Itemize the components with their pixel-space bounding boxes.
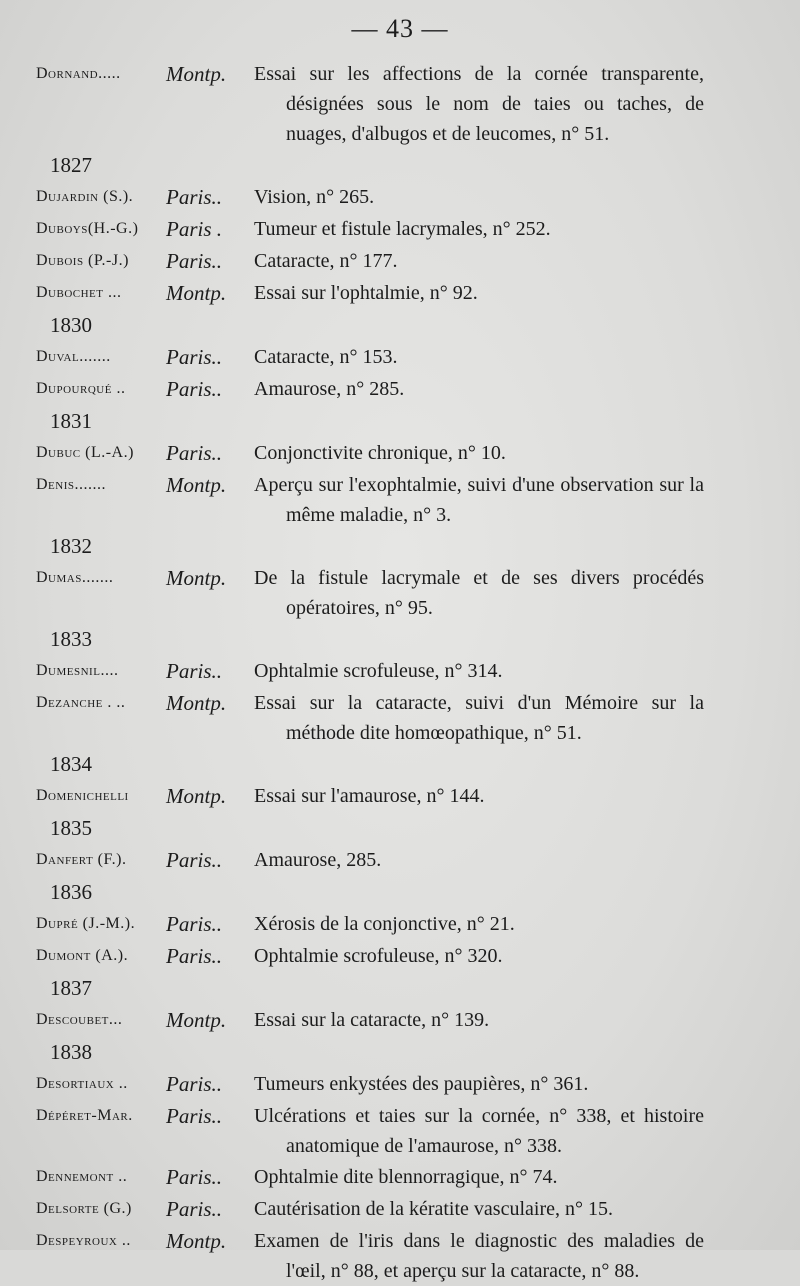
entry-author: Dubois (P.-J.): [36, 252, 129, 269]
bibliography-entry: [0, 1193, 800, 1225]
year-heading: 1834: [50, 752, 92, 776]
entry-author: Desortiaux ..: [36, 1075, 128, 1092]
entry-author: Dépéret-Mar.: [36, 1107, 133, 1124]
entry-place: Paris..: [166, 1072, 223, 1096]
entry-title: Essai sur la cataracte, suivi d'un Mémoire sur la méthode dite homœopathique, n° 51.: [254, 692, 704, 744]
entry-place: Montp.: [166, 1008, 227, 1032]
entry-title: Cautérisation de la kératite vasculaire, n° 15.: [254, 1198, 613, 1220]
entry-author: Dornand.....: [36, 65, 121, 82]
entry-author: Dujardin (S.).: [36, 188, 134, 205]
entry-place: Paris..: [166, 912, 223, 936]
entry-author: Denis.......: [36, 476, 106, 493]
entry-author: Dumont (A.).: [36, 947, 129, 964]
entry-title: Conjonctivite chronique, n° 10.: [254, 442, 506, 464]
bibliography-entry: [0, 1068, 800, 1100]
entry-title: Amaurose, n° 285.: [254, 378, 405, 400]
entry-title: Cataracte, n° 153.: [254, 346, 398, 368]
entry-author: Despeyroux ..: [36, 1232, 131, 1249]
entry-place: Paris..: [166, 377, 223, 401]
entry-place: Montp.: [166, 1229, 227, 1253]
entry-title: Ophtalmie dite blennorragique, n° 74.: [254, 1166, 558, 1188]
year-heading: 1835: [50, 816, 92, 840]
entry-place: Montp.: [166, 473, 227, 497]
bibliography-entry: [0, 1004, 800, 1036]
entry-place: Paris..: [166, 848, 223, 872]
year-heading: 1833: [50, 627, 92, 651]
bibliography-entry: [0, 58, 800, 149]
year-heading: 1830: [50, 313, 92, 337]
entry-title: Tumeur et fistule lacrymales, n° 252.: [254, 218, 551, 240]
entry-title: Vision, n° 265.: [254, 186, 375, 208]
bibliography-entry: [0, 687, 800, 748]
year-heading: 1831: [50, 409, 92, 433]
entry-place: Paris .: [166, 217, 223, 241]
entry-author: Dumesnil....: [36, 662, 119, 679]
entry-title: Examen de l'iris dans le diagnostic des maladies de l'œil, n° 88, et aperçu sur la cataracte, n° 88.: [254, 1230, 704, 1282]
entry-place: Paris..: [166, 345, 223, 369]
entry-title: Tumeurs enkystées des paupières, n° 361.: [254, 1073, 589, 1095]
entry-title: Cataracte, n° 177.: [254, 250, 398, 272]
bibliography-entry: [0, 469, 800, 530]
entry-author: Delsorte (G.): [36, 1200, 132, 1217]
entry-place: Paris..: [166, 1197, 223, 1221]
entry-place: Montp.: [166, 691, 227, 715]
bibliography-entry: [0, 655, 800, 687]
year-heading: 1837: [50, 976, 92, 1000]
entry-title: Ulcérations et taies sur la cornée, n° 338, et histoire anatomique de l'amaurose, n° 338.: [254, 1105, 704, 1157]
entry-title: De la fistule lacrymale et de ses divers procédés opératoires, n° 95.: [254, 567, 704, 619]
entry-title: Ophtalmie scrofuleuse, n° 320.: [254, 945, 503, 967]
entry-place: Paris..: [166, 441, 223, 465]
bibliography-entry: [0, 844, 800, 876]
bibliography-list: [0, 58, 800, 1286]
entry-author: Dubochet ...: [36, 284, 122, 301]
bibliography-entry: [0, 213, 800, 245]
year-heading: 1832: [50, 534, 92, 558]
entry-place: Paris..: [166, 944, 223, 968]
entry-author: Dennemont ..: [36, 1168, 128, 1185]
bibliography-entry: [0, 1225, 800, 1286]
entry-place: Montp.: [166, 62, 227, 86]
bibliography-entry: [0, 940, 800, 972]
entry-author: Duboys(H.-G.): [36, 220, 139, 237]
entry-place: Montp.: [166, 281, 227, 305]
entry-author: Duval.......: [36, 348, 111, 365]
bibliography-entry: [0, 562, 800, 623]
bibliography-entry: [0, 1100, 800, 1161]
year-heading: 1836: [50, 880, 92, 904]
bibliography-entry: [0, 341, 800, 373]
bibliography-entry: [0, 181, 800, 213]
entry-author: Dumas.......: [36, 569, 114, 586]
bibliography-entry: [0, 245, 800, 277]
entry-place: Montp.: [166, 784, 227, 808]
entry-place: Paris..: [166, 1165, 223, 1189]
bibliography-entry: [0, 373, 800, 405]
entry-title: Essai sur l'amaurose, n° 144.: [254, 785, 485, 807]
entry-title: Essai sur les affections de la cornée transparente, désignées sous le nom de taies ou taches, de nuages, d'albugos et de leucomes, n° 51.: [254, 63, 704, 145]
page-number: — 43 —: [351, 14, 449, 43]
bibliography-entry: [0, 277, 800, 309]
entry-place: Paris..: [166, 185, 223, 209]
bibliography-entry: [0, 437, 800, 469]
entry-title: Ophtalmie scrofuleuse, n° 314.: [254, 660, 503, 682]
entry-author: Dezanche . ..: [36, 694, 126, 711]
entry-title: Xérosis de la conjonctive, n° 21.: [254, 913, 515, 935]
bibliography-entry: [0, 780, 800, 812]
bibliography-entry: [0, 908, 800, 940]
entry-title: Essai sur l'ophtalmie, n° 92.: [254, 282, 478, 304]
entry-author: Danfert (F.).: [36, 851, 127, 868]
entry-title: Essai sur la cataracte, n° 139.: [254, 1009, 490, 1031]
bibliography-entry: [0, 1161, 800, 1193]
year-heading: 1838: [50, 1040, 92, 1064]
entry-place: Paris..: [166, 249, 223, 273]
entry-author: Descoubet...: [36, 1011, 123, 1028]
entry-author: Dupré (J.-M.).: [36, 915, 136, 932]
year-heading: 1827: [50, 153, 92, 177]
entry-author: Domenichelli: [36, 787, 129, 804]
entry-title: Aperçu sur l'exophtalmie, suivi d'une observation sur la même maladie, n° 3.: [254, 474, 704, 526]
entry-place: Paris..: [166, 659, 223, 683]
entry-place: Paris..: [166, 1104, 223, 1128]
entry-place: Montp.: [166, 566, 227, 590]
entry-author: Dupourqué ..: [36, 380, 126, 397]
entry-title: Amaurose, 285.: [254, 849, 382, 871]
entry-author: Dubuc (L.-A.): [36, 444, 134, 461]
